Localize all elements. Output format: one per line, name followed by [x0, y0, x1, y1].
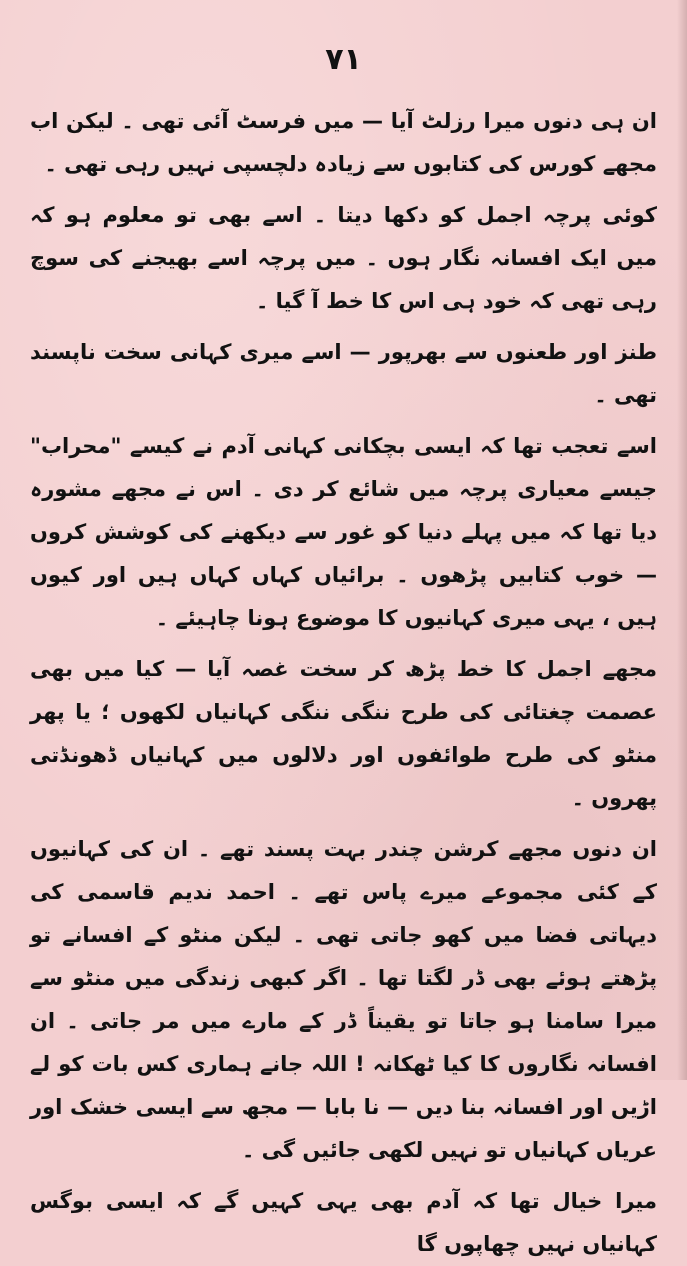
page-text	[30, 100, 657, 1266]
paragraph-4: اسے تعجب تھا کہ ایسی بچکانی کہانی آدم نے کیسے "محراب" جیسے معیاری پرچہ میں شائع کر دی ۔ اس نے مجھے مشورہ دیا تھا کہ میں پہلے دنیا کو غور سے دیکھنے کی کوشش کروں — خوب کتابیں پڑھوں ۔ برائیاں کہاں کہاں ہیں اور کیوں ہیں ، یہی میری کہانیوں کا موضوع ہونا چاہیئے ۔	[30, 434, 657, 630]
page-edge-shadow	[677, 0, 687, 1080]
paragraph-7: میرا خیال تھا کہ آدم بھی یہی کہیں گے کہ ایسی بوگس کہانیاں نہیں چھاپوں گا	[30, 1189, 657, 1256]
paragraph-6: ان دنوں مجھے کرشن چندر بہت پسند تھے ۔ ان کی کہانیوں کے کئی مجموعے میرے پاس تھے ۔ احمد ندیم قاسمی کی دیہاتی فضا میں کھو جاتی تھی ۔ لیکن منٹو کے افسانے تو پڑھتے ہوئے بھی ڈر لگتا تھا ۔ اگر کبھی زندگی میں منٹو سے میرا سامنا ہو جاتا تو یقیناً ڈر کے مارے میں مر جاتی ۔ ان افسانہ نگاروں کا کیا ٹھکانہ ! اللہ جانے ہماری کس بات کو لے اڑیں اور افسانہ بنا دیں — نا بابا — مجھ سے ایسی خشک اور عریاں کہانیاں تو نہیں لکھی جائیں گی ۔	[30, 837, 657, 1162]
page-number: ۷۱	[325, 42, 362, 77]
paragraph-5: مجھے اجمل کا خط پڑھ کر سخت غصہ آیا — کیا میں بھی عصمت چغتائی کی طرح ننگی ننگی کہانیاں لکھوں ؛ یا پھر منٹو کی طرح طوائفوں اور دلالوں میں کہانیاں ڈھونڈتی پھروں ۔	[30, 657, 657, 810]
paragraph-2: کوئی پرچہ اجمل کو دکھا دیتا ۔ اسے بھی تو معلوم ہو کہ میں ایک افسانہ نگار ہوں ۔ میں پرچہ اسے بھیجنے کی سوچ رہی تھی کہ خود ہی اس کا خط آ گیا ۔	[30, 203, 657, 313]
paragraph-3: طنز اور طعنوں سے بھرپور — اسے میری کہانی سخت ناپسند تھی ۔	[30, 340, 657, 407]
paragraph-1: ان ہی دنوں میرا رزلٹ آیا — میں فرسٹ آئی تھی ۔ لیکن اب مجھے کورس کی کتابوں سے زیادہ دلچسپی نہیں رہی تھی ۔	[30, 109, 657, 176]
